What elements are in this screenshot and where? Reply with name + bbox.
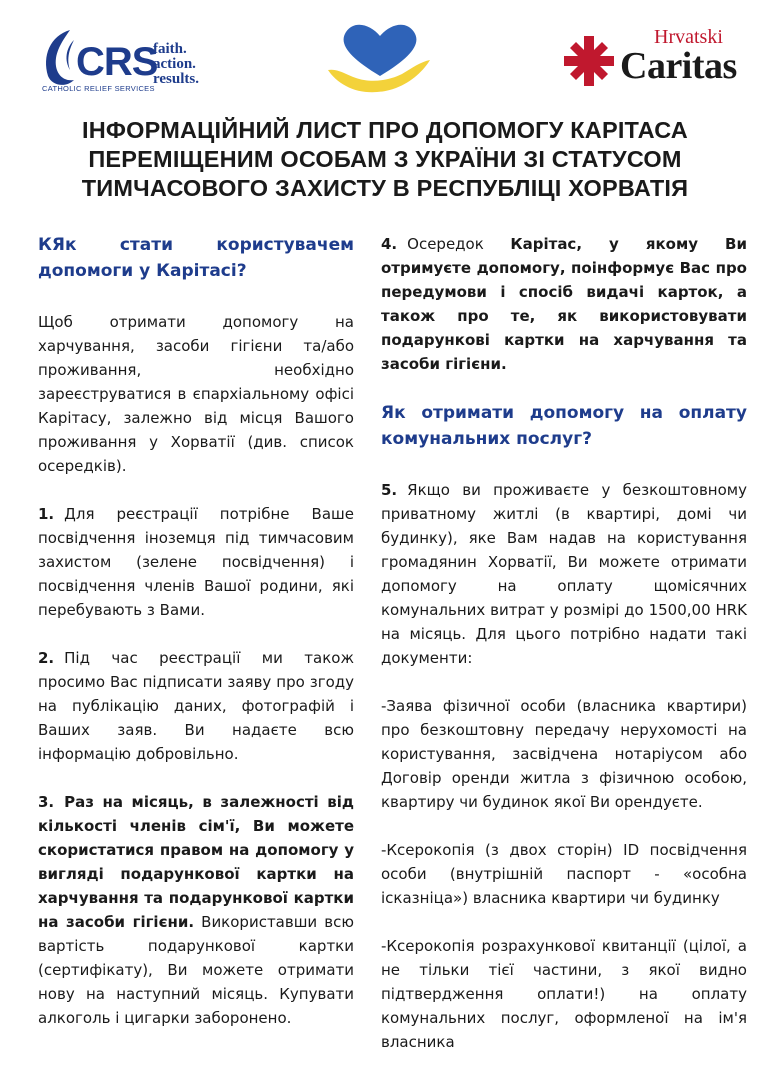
item-2 (38, 646, 354, 766)
heart-in-hand-icon (320, 18, 440, 98)
section-heading-registration: КЯк стати користувачем допомоги у Карітасі? (38, 235, 354, 281)
right-column (381, 232, 747, 1078)
item-text-bold: Карітас, у якому Ви отримуєте допомогу, поінформує Вас про передумови і спосіб видачі карток, а також про те, як використовувати подарункові картки на харчування та засоби гігієни. (381, 235, 747, 373)
caritas-logo-main: Caritas (620, 45, 737, 87)
document-item: -Ксерокопія (з двох сторін) ID посвідчення особи (внутрішній паспорт - «особна ісказніца») власника квартири чи будинку (381, 841, 747, 907)
document-item: -Ксерокопія розрахункової квитанції (цілої, а не тільки тієї частини, з якої видно підтвердження оплати!) на оплату комунальних послуг, оформленої на ім'я власника (381, 937, 747, 1051)
title-line: ІНФОРМАЦІЙНИЙ ЛИСТ ПРО ДОПОМОГУ КАРІТАСА (82, 117, 688, 143)
crs-logo-text: CRS (76, 40, 158, 84)
crs-slogan (153, 42, 199, 87)
document-item: -Заява фізичної особи (власника квартири) про безкоштовну передачу нерухомості на користування, засвідчена нотаріусом або Договір оренди житла з фізичною особою, квартиру чи будинок якої Ви орендуєте. (381, 697, 747, 811)
item-number: 5. (381, 481, 398, 499)
item-text: Під час реєстрації ми також просимо Вас підписати заяву про згоду на публікацію даних, фотографій і Ваших заяв. Ви надаєте всю інформацію добровільно. (38, 649, 354, 763)
item-number: 3. (38, 793, 55, 811)
item-text: Використавши всю вартість подарункової картки (сертифікату), Ви можете отримати нову на наступний місяць. Купувати алкоголь і цигарки заборонено. (38, 913, 354, 1027)
item-5 (381, 478, 747, 670)
item-text: Для реєстрації потрібне Ваше посвідчення іноземця під тимчасовим захистом (зелене посвідчення) і посвідчення членів Вашої родини, які перебувають з Вами. (38, 505, 354, 619)
item-text: Якщо ви проживаєте у безкоштовному приватному житлі (в квартирі, домі чи будинку), яке Вам надав на користування громадянин Хорватії, Ви можете отримати допомогу на оплату щомісячних комунальних витрат у розмірі до 1500,00 HRK на місяць. Для цього потрібно надати такі документи: (381, 481, 747, 667)
intro-paragraph: Щоб отримати допомогу на харчування, засоби гігієни та/або проживання, необхідно зареєструватися в єпархіальному офісі Карітасу, залежно від місця Вашого проживання у Хорватії (див. список осередків). (38, 313, 354, 475)
item-text: Осередок (407, 235, 511, 253)
crs-slogan-line: action. (153, 56, 196, 72)
caritas-logo-top: Hrvatski (654, 26, 723, 48)
item-number: 1. (38, 505, 55, 523)
left-column (38, 232, 354, 1054)
page-header (0, 18, 770, 98)
caritas-cross-icon (562, 34, 616, 88)
title-line: ПЕРЕМІЩЕНИМ ОСОБАМ З УКРАЇНИ ЗІ СТАТУСОМ (88, 146, 682, 172)
item-4 (381, 232, 747, 376)
crs-logo (40, 26, 220, 96)
item-number: 2. (38, 649, 55, 667)
item-3 (38, 790, 354, 1030)
title-line: ТИМЧАСОВОГО ЗАХИСТУ В РЕСПУБЛІЦІ ХОРВАТІЯ (81, 175, 689, 201)
crs-logo-subtitle: CATHOLIC RELIEF SERVICES (42, 84, 155, 93)
crs-slogan-line: results. (153, 71, 199, 87)
item-text-bold: Раз на місяць, в залежності від кількості членів сім'ї, Ви можете скористатися правом на допомогу у вигляді подарункової картки на харчування та подарункової картки на засоби гігієни. (38, 793, 354, 931)
crs-slogan-line: faith. (153, 41, 187, 57)
item-1 (38, 502, 354, 622)
caritas-logo (562, 26, 742, 96)
section-heading-utilities: Як отримати допомогу на оплату комунальних послуг? (381, 403, 747, 449)
item-number: 4. (381, 235, 398, 253)
page-title (20, 116, 750, 203)
